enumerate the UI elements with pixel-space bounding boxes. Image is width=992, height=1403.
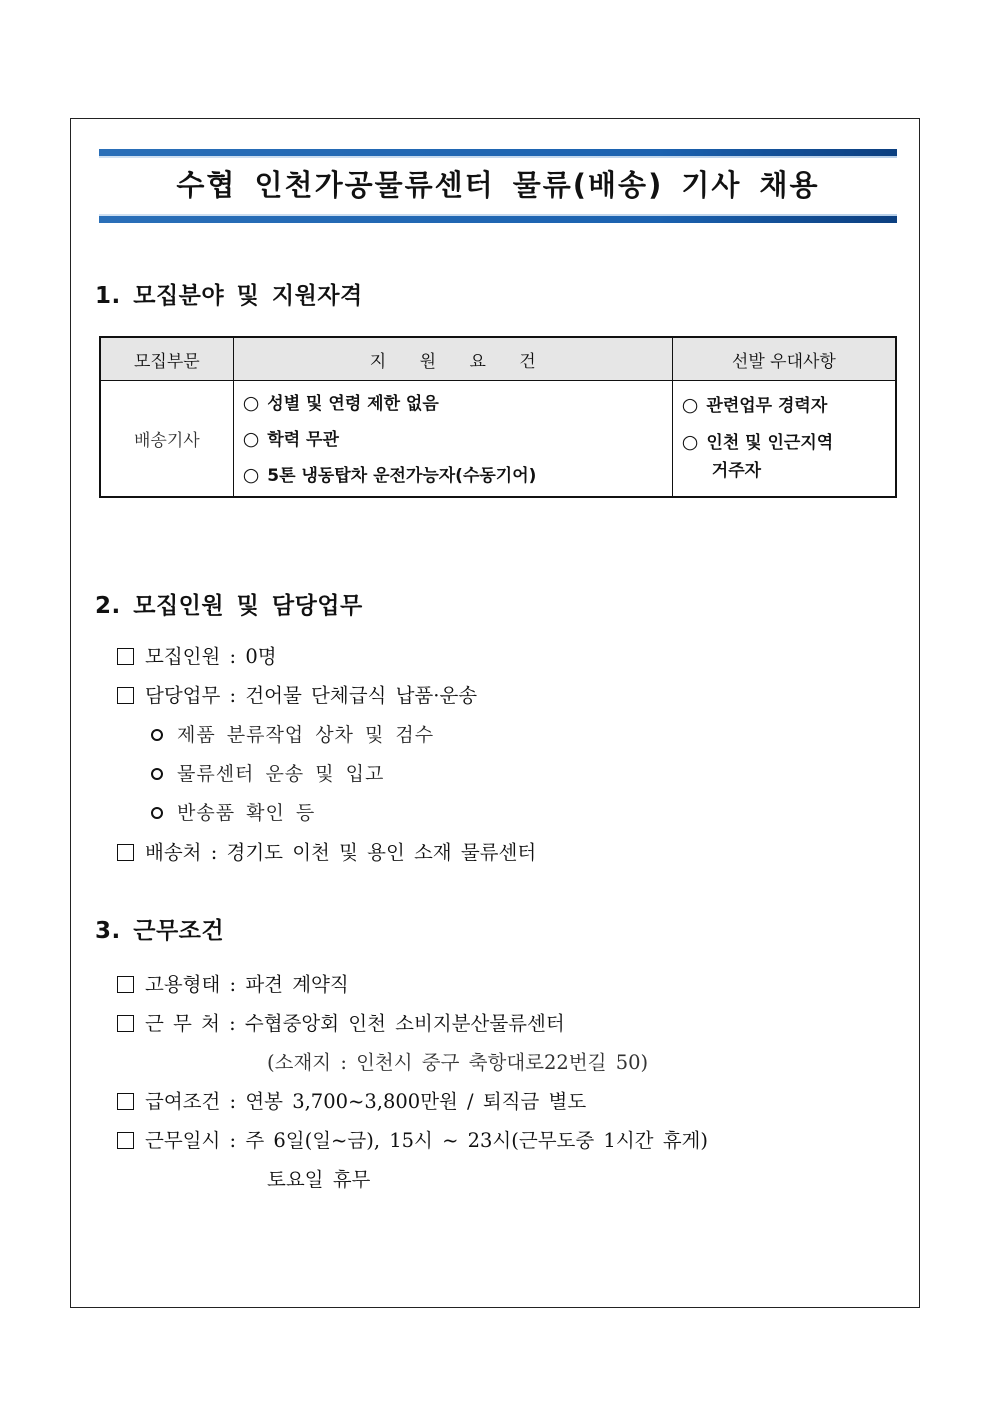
requirements-table — [99, 336, 897, 498]
requirement-item: ○ 학력 무관 — [242, 428, 339, 450]
list-item: 담당업무 : 건어물 단체급식 납품·운송 — [117, 680, 477, 708]
duty-item: 물류센터 운송 및 입고 — [151, 759, 384, 786]
title-bar-top — [99, 149, 897, 156]
section1-heading: 1. 모집분야 및 지원자격 — [95, 283, 363, 309]
checkbox-icon — [117, 687, 134, 704]
bullet-circle-icon — [151, 807, 163, 819]
list-item: 모집인원 : 0명 — [117, 641, 277, 669]
checkbox-icon — [117, 1093, 134, 1110]
table-header-row — [100, 337, 896, 381]
bullet-circle-icon — [151, 768, 163, 780]
section2-heading: 2. 모집인원 및 담당업무 — [95, 593, 363, 619]
document-frame — [70, 118, 920, 1308]
address-text: (소재지 : 인천시 중구 축항대로22번길 50) — [267, 1051, 649, 1074]
requirement-item: ○ 성별 및 연령 제한 없음 — [242, 392, 439, 414]
list-item: 근무일시 : 주 6일(일~금), 15시 ~ 23시(근무도중 1시간 휴게) — [117, 1125, 708, 1153]
table-header: 모집부문 — [100, 337, 233, 381]
list-item: 고용형태 : 파견 계약직 — [117, 969, 349, 997]
table-header: 선발 우대사항 — [672, 337, 896, 381]
preference-item: ○ 관련업무 경력자 — [681, 394, 828, 416]
table-header: 지 원 요 건 — [233, 337, 672, 381]
checkbox-icon — [117, 976, 134, 993]
checkbox-icon — [117, 648, 134, 665]
duty-item: 제품 분류작업 상차 및 검수 — [151, 720, 434, 747]
circle-icon: ○ — [242, 464, 260, 486]
checkbox-icon — [117, 1132, 134, 1149]
circle-icon: ○ — [681, 431, 699, 453]
list-item: 배송처 : 경기도 이천 및 용인 소재 물류센터 — [117, 837, 536, 865]
requirements-cell — [233, 381, 672, 497]
title-bar-bottom — [99, 216, 897, 223]
holiday-text: 토요일 휴무 — [267, 1168, 371, 1191]
preferences-cell — [672, 381, 896, 497]
circle-icon: ○ — [681, 394, 699, 416]
checkbox-icon — [117, 1015, 134, 1032]
circle-icon: ○ — [242, 392, 260, 414]
section3-heading: 3. 근무조건 — [95, 918, 225, 944]
document-title: 수협 인천가공물류센터 물류(배송) 기사 채용 — [176, 168, 820, 202]
requirement-item: ○ 5톤 냉동탑차 운전가능자(수동기어) — [242, 464, 537, 486]
duty-item: 반송품 확인 등 — [151, 798, 315, 825]
list-item: 근 무 처 : 수협중앙회 인천 소비지분산물류센터 — [117, 1008, 565, 1036]
category-cell: 배송기사 — [100, 381, 233, 497]
checkbox-icon — [117, 844, 134, 861]
circle-icon: ○ — [242, 428, 260, 450]
bullet-circle-icon — [151, 729, 163, 741]
title-bar-top-accent — [99, 156, 897, 158]
preference-item: ○ 인천 및 인근지역 거주자 — [681, 431, 834, 481]
list-item: 급여조건 : 연봉 3,700~3,800만원 / 퇴직금 별도 — [117, 1086, 586, 1114]
table-row — [100, 381, 896, 497]
